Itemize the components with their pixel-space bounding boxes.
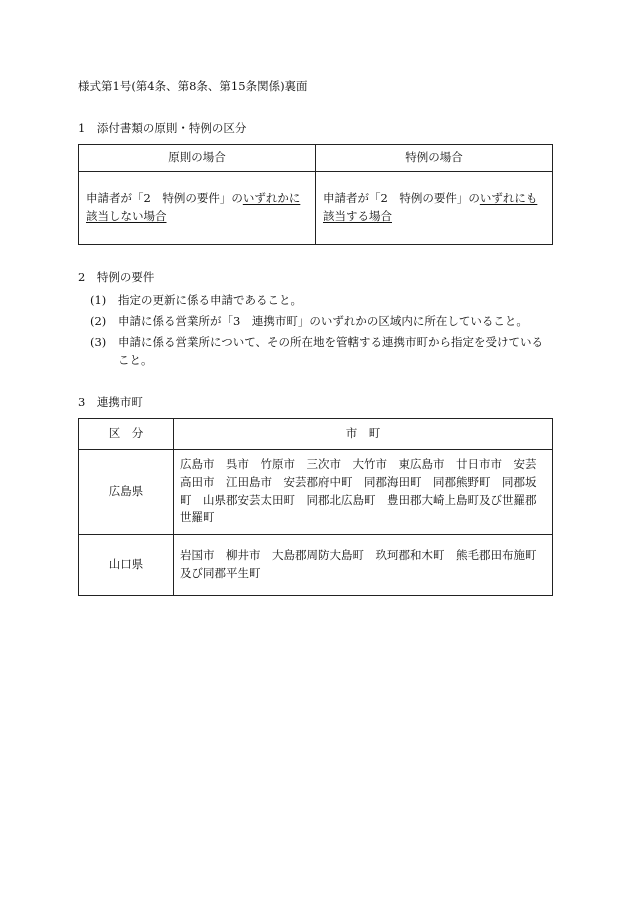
requirement-text: 申請に係る営業所が「3 連携市町」のいずれかの区域内に所在していること。	[118, 314, 528, 329]
section-2-heading: 2 特例の要件	[78, 269, 155, 284]
municipalities-cell: 広島市 呉市 竹原市 三次市 大竹市 東広島市 廿日市市 安芸高田市 江田島市 安芸郡府中町 同郡海田町 同郡熊野町 同郡坂町 山県郡安芸太田町 同郡北広島町 豊田郡大崎上島町及び世羅郡世羅町	[174, 449, 553, 534]
section-1-heading: 1 添付書類の原則・特例の区分	[78, 120, 247, 135]
principle-underlined-2: 該当しない場合	[86, 208, 167, 223]
municipalities-header-row	[79, 418, 553, 449]
prefecture-cell: 山口県	[79, 534, 174, 595]
header-exception: 特例の場合	[316, 144, 553, 171]
requirements-list	[78, 292, 553, 369]
header-category: 区 分	[79, 418, 174, 449]
principle-underlined-1: いずれかに	[242, 190, 301, 205]
prefecture-cell: 広島県	[79, 449, 174, 534]
classification-body-row	[79, 171, 553, 244]
requirement-text: 申請に係る営業所について、その所在地を管轄する連携市町から指定を受けていること。	[118, 335, 544, 367]
principle-case-cell	[79, 171, 316, 244]
form-title: 様式第1号(第4条、第8条、第15条関係)裏面	[78, 79, 308, 93]
requirement-number: (1)	[90, 293, 107, 308]
section-2-exception-requirements	[78, 269, 553, 370]
document-page	[78, 78, 553, 596]
exception-case-cell	[316, 171, 553, 244]
header-municipalities: 市 町	[174, 418, 553, 449]
requirement-item	[78, 292, 553, 310]
section-3-partner-municipalities	[78, 394, 553, 596]
header-principle: 原則の場合	[79, 144, 316, 171]
requirement-number: (2)	[90, 314, 107, 329]
classification-header-row	[79, 144, 553, 171]
exception-underlined-1: いずれにも	[479, 190, 538, 205]
requirement-text: 指定の更新に係る申請であること。	[118, 293, 302, 308]
section-1-attachment-classification	[78, 120, 553, 245]
classification-table	[78, 144, 553, 245]
requirement-item	[78, 313, 553, 331]
table-row	[79, 449, 553, 534]
principle-prefix: 申請者が「2 特例の要件」の	[86, 190, 243, 205]
exception-underlined-2: 該当する場合	[323, 208, 392, 223]
municipalities-table	[78, 418, 553, 596]
requirement-item	[78, 334, 553, 370]
municipalities-cell: 岩国市 柳井市 大島郡周防大島町 玖珂郡和木町 熊毛郡田布施町及び同郡平生町	[174, 534, 553, 595]
requirement-number: (3)	[90, 335, 107, 350]
section-3-heading: 3 連携市町	[78, 394, 143, 409]
exception-prefix: 申請者が「2 特例の要件」の	[323, 190, 480, 205]
table-row	[79, 534, 553, 595]
